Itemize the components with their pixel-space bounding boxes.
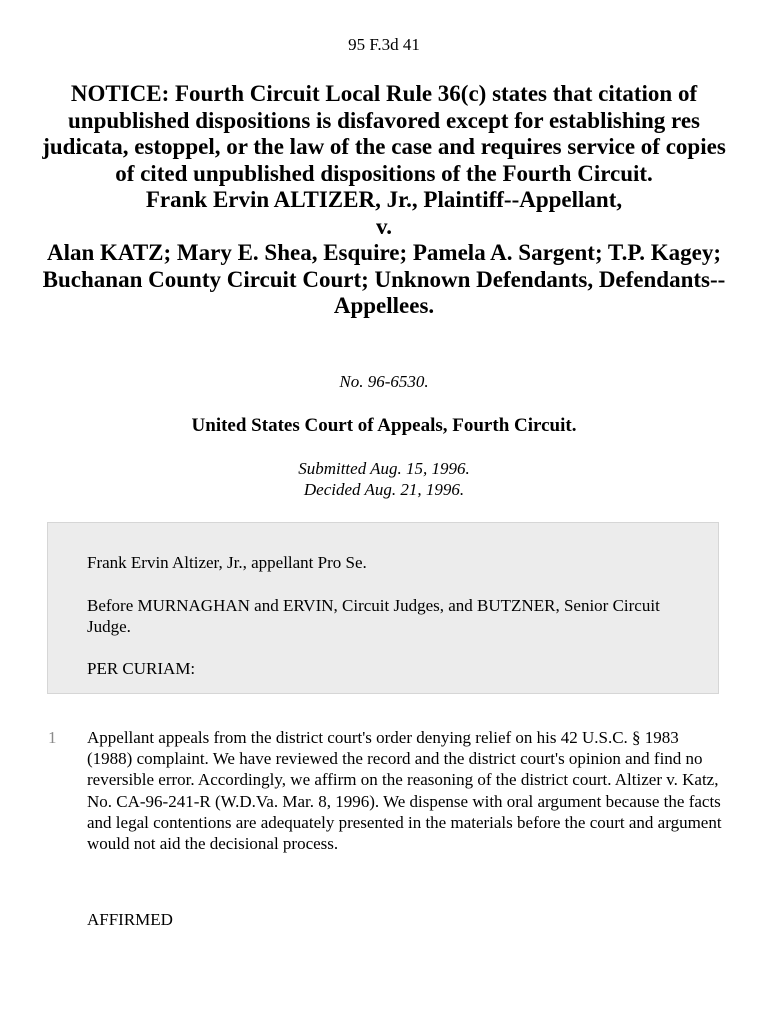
- decided-date: Decided Aug. 21, 1996.: [303, 480, 465, 499]
- counsel-line: Frank Ervin Altizer, Jr., appellant Pro Se.: [87, 553, 367, 572]
- case-info-panel: [47, 522, 719, 694]
- opinion-paragraph: Appellant appeals from the district court's order denying relief on his 42 U.S.C. § 1983 (1988) complaint. We have reviewed the record and the district court's opinion and find no reversible error. Accordingly, we affirm on the reasoning of the district court. Altizer v. Katz, No. CA-96-241-R (W.D.Va. Mar. 8, 1996). We dispense with oral argument because the facts and legal contentions are adequately presented in the materials before the court and argument would not aid the decisional process.: [87, 728, 722, 854]
- submitted-date: Submitted Aug. 15, 1996.: [298, 459, 470, 478]
- judges-line: Before MURNAGHAN and ERVIN, Circuit Judges, and BUTZNER, Senior Circuit Judge.: [87, 596, 660, 636]
- versus: v.: [376, 213, 392, 239]
- case-citation: 95 F.3d 41: [348, 35, 420, 54]
- case-heading: [40, 81, 728, 320]
- plaintiff-appellant: Frank Ervin ALTIZER, Jr., Plaintiff--Appellant,: [145, 187, 623, 212]
- disposition: AFFIRMED: [87, 910, 173, 929]
- per-curiam-label: PER CURIAM:: [87, 659, 196, 678]
- unpublished-notice: NOTICE: Fourth Circuit Local Rule 36(c) states that citation of unpublished dispositions is disfavored except for establishing res judicata, estoppel, or the law of the case and requires service of copies of cited unpublished dispositions of the Fourth Circuit.: [42, 81, 726, 186]
- docket-number: No. 96-6530.: [339, 372, 429, 391]
- case-dates: [0, 458, 768, 500]
- paragraph-number: 1: [48, 728, 57, 747]
- defendants-appellees: Alan KATZ; Mary E. Shea, Esquire; Pamela A. Sargent; T.P. Kagey; Buchanan County Circuit Court; Unknown Defendants, Defendants--Appellees.: [42, 240, 726, 318]
- court-name: United States Court of Appeals, Fourth Circuit.: [191, 415, 577, 436]
